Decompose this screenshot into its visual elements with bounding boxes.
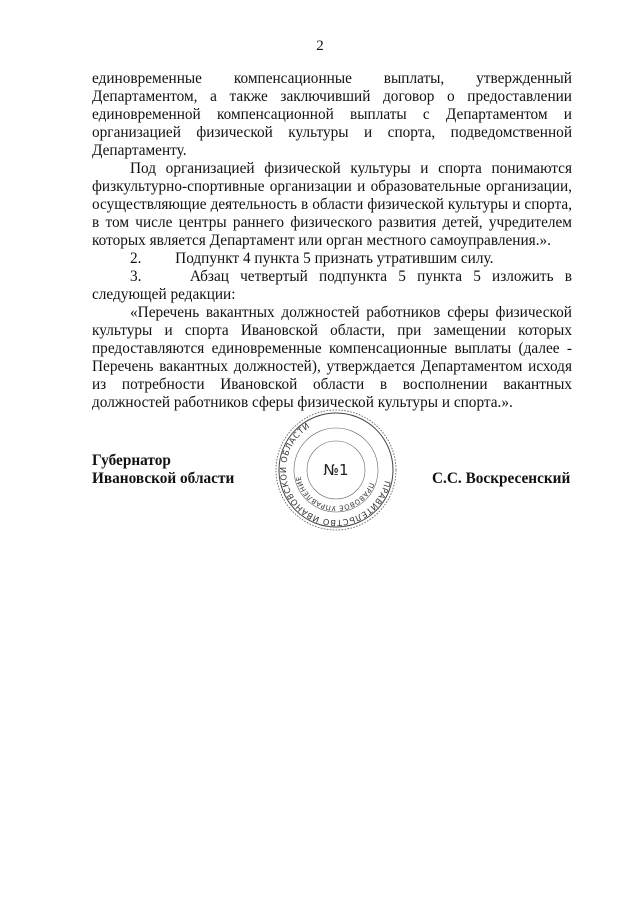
paragraph-continuation: единовременные компенсационные выплаты, утвержденный Департаментом, а также заключивший договор о предоставлении единовременной компенсационной выплаты с Департаментом и организацией физической культуры и спорта, подведомственной Департаменту. <box>92 70 572 159</box>
item-2 <box>92 250 572 268</box>
item-2-text: Подпункт 4 пункта 5 признать утратившим силу. <box>175 250 494 267</box>
signatory-title-line1: Губернатор <box>92 452 171 469</box>
official-seal <box>274 408 398 532</box>
seal-graphic <box>274 408 398 532</box>
document-body <box>92 70 572 412</box>
signatory-title <box>92 452 234 488</box>
seal-ring-text: ПРАВИТЕЛЬСТВО ИВАНОВСКОЙ ОБЛАСТИ <box>277 420 393 529</box>
signatory-name: С.С. Воскресенский <box>432 470 571 487</box>
signatory-title-line2: Ивановской области <box>92 470 235 487</box>
item-3-text: Абзац четвертый подпункта 5 пункта 5 изложить в следующей редакции: <box>92 268 572 303</box>
seal-inner-text: ПРАВОВОЕ УПРАВЛЕНИЕ <box>294 475 376 513</box>
paragraph-definition: Под организацией физической культуры и спорта понимаются физкультурно-спортивные организации и образовательные организации, осуществляющие деятельность в области физической культуры и спорта, в том числе центры раннего физического развития детей, учредителем которых является Департамент или орган местного самоуправления.». <box>92 160 572 249</box>
seal-center-number: №1 <box>323 461 349 479</box>
item-2-number: 2. <box>130 250 142 267</box>
item-3-number: 3. <box>130 268 142 285</box>
quoted-paragraph: «Перечень вакантных должностей работников сферы физической культуры и спорта Ивановской области, при замещении которых предоставляются единовременные компенсационные выплаты (далее - Перечень вакантных должностей), утверждается Департаментом исходя из потребности Ивановской области в восполнении вакантных должностей работников сферы физической культуры и спорта.». <box>92 304 572 411</box>
page-number: 2 <box>316 38 324 54</box>
item-3 <box>92 268 572 304</box>
